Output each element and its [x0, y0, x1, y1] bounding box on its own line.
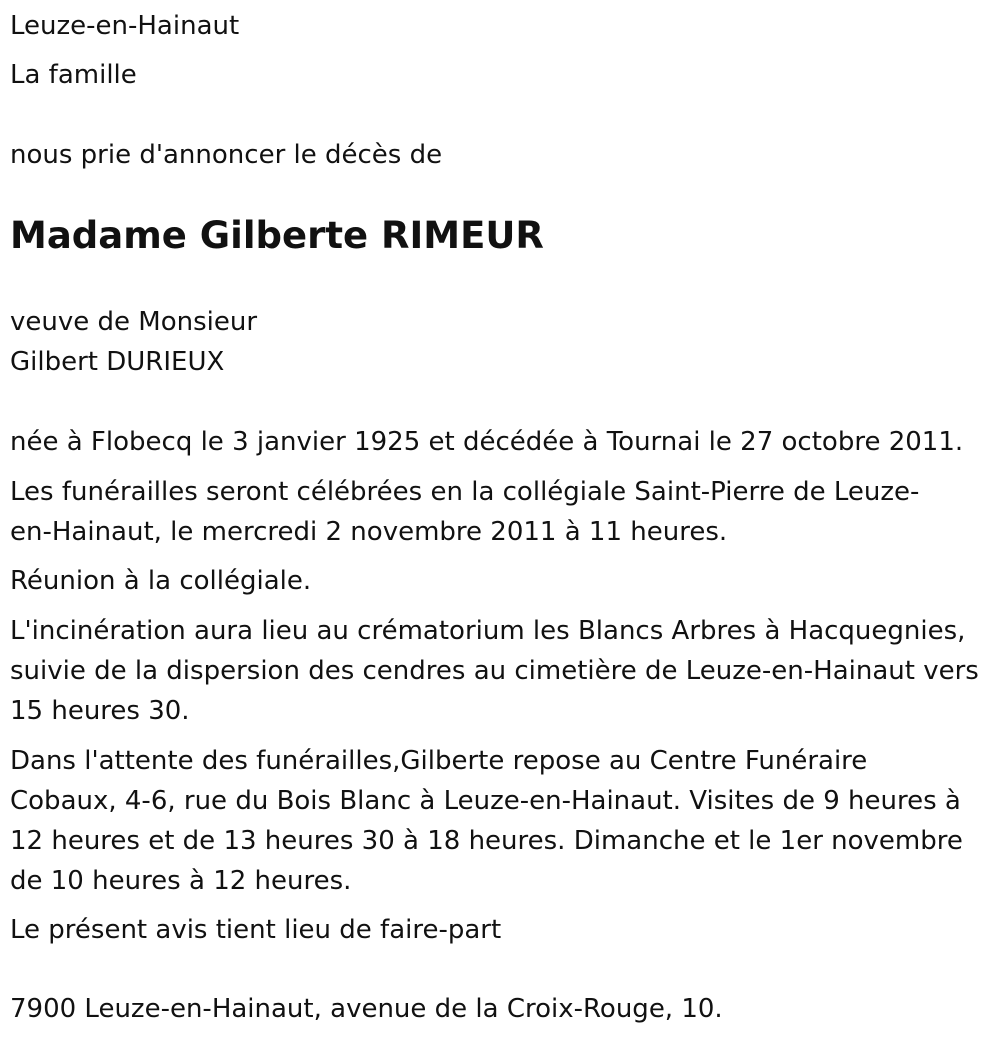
widow-of-line-2: Gilbert DURIEUX: [10, 347, 225, 377]
city-line: Leuze-en-Hainaut: [10, 11, 240, 41]
meeting-paragraph: Réunion à la collégiale.: [10, 566, 312, 596]
address-line: 7900 Leuze-en-Hainaut, avenue de la Croix-Rouge, 10.: [10, 994, 723, 1024]
notice-paragraph: Le présent avis tient lieu de faire-part: [10, 915, 502, 945]
family-line: La famille: [10, 60, 137, 90]
birth-death-paragraph: née à Flobecq le 3 janvier 1925 et décédée à Tournai le 27 octobre 2011.: [10, 427, 964, 457]
funeral-paragraph: Les funérailles seront célébrées en la collégiale Saint-Pierre de Leuze-en-Hainaut, le mercredi 2 novembre 2011 à 11 heures.: [10, 477, 920, 547]
deceased-name: Madame Gilberte RIMEUR: [10, 214, 544, 257]
announce-line: nous prie d'annoncer le décès de: [10, 140, 443, 170]
cremation-paragraph: L'incinération aura lieu au crématorium les Blancs Arbres à Hacquegnies, suivie de la dispersion des cendres au cimetière de Leuze-en-Hainaut vers 15 heures 30.: [10, 616, 979, 726]
visitation-paragraph: Dans l'attente des funérailles,Gilberte repose au Centre Funéraire Cobaux, 4-6, rue du Bois Blanc à Leuze-en-Hainaut. Visites de 9 heures à 12 heures et de 13 heures 30 à 18 heures. Dimanche et le 1er novembre de 10 heures à 12 heures.: [10, 746, 963, 896]
widow-of-line-1: veuve de Monsieur: [10, 307, 258, 337]
